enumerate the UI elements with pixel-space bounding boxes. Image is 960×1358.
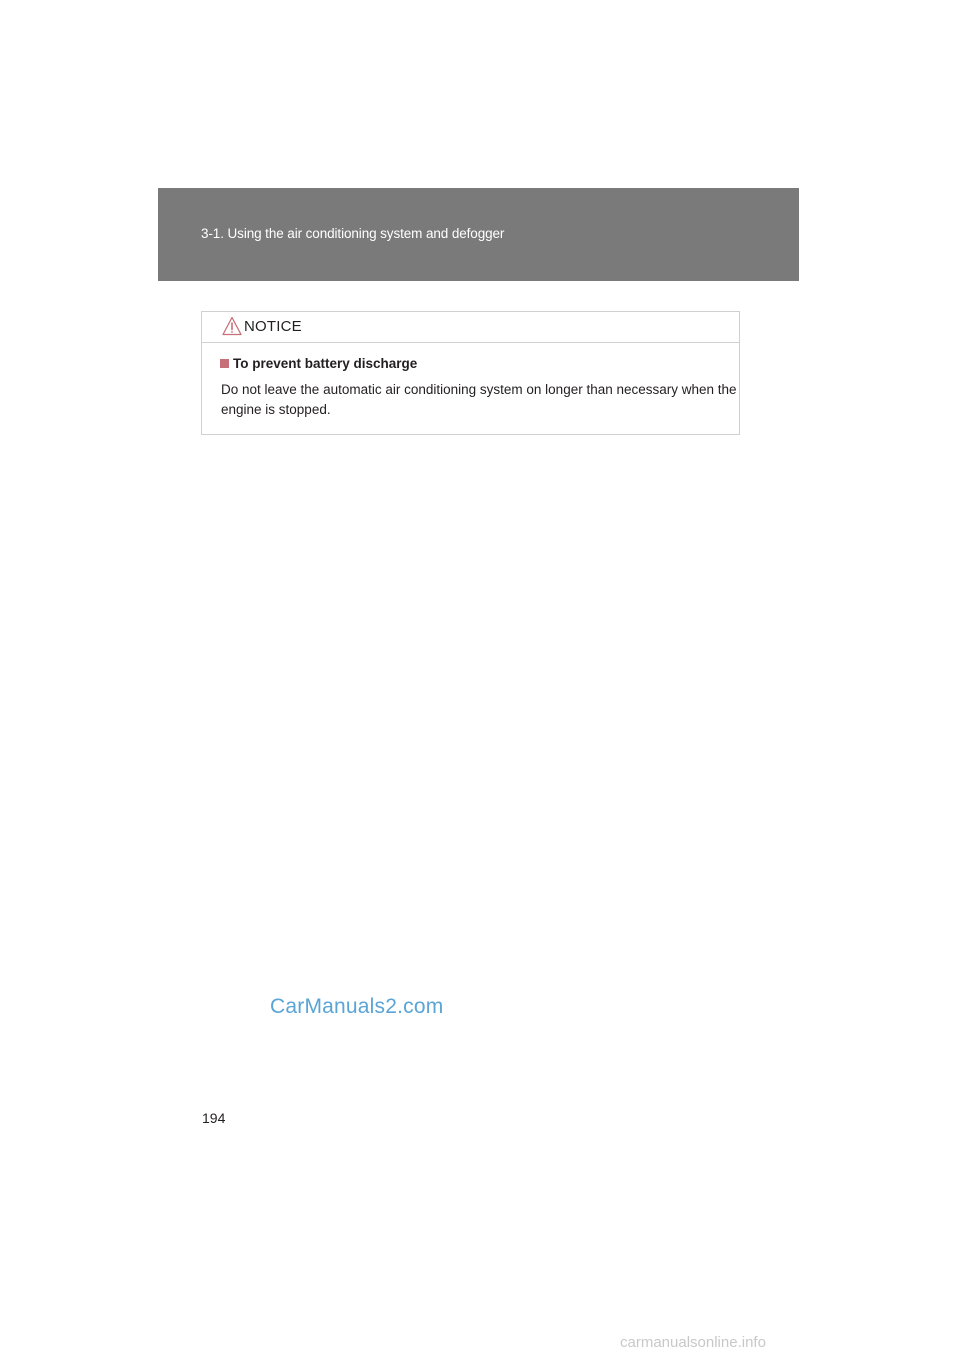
square-bullet-icon bbox=[220, 359, 229, 368]
section-title: 3-1. Using the air conditioning system and defogger bbox=[201, 226, 505, 241]
notice-heading bbox=[220, 355, 733, 373]
notice-label: NOTICE bbox=[244, 318, 302, 335]
section-header-band bbox=[158, 188, 799, 281]
watermark-logo: CarManuals2.com bbox=[270, 995, 444, 1018]
notice-heading-text: To prevent battery discharge bbox=[233, 356, 418, 371]
notice-body bbox=[202, 343, 739, 420]
warning-triangle-icon bbox=[222, 316, 242, 336]
notice-box bbox=[201, 311, 740, 435]
page-number: 194 bbox=[202, 1110, 226, 1126]
notice-header bbox=[202, 312, 739, 343]
notice-text: Do not leave the automatic air conditioning system on longer than necessary when the engine is stopped. bbox=[221, 382, 737, 417]
footer-watermark: carmanualsonline.info bbox=[620, 1334, 766, 1351]
